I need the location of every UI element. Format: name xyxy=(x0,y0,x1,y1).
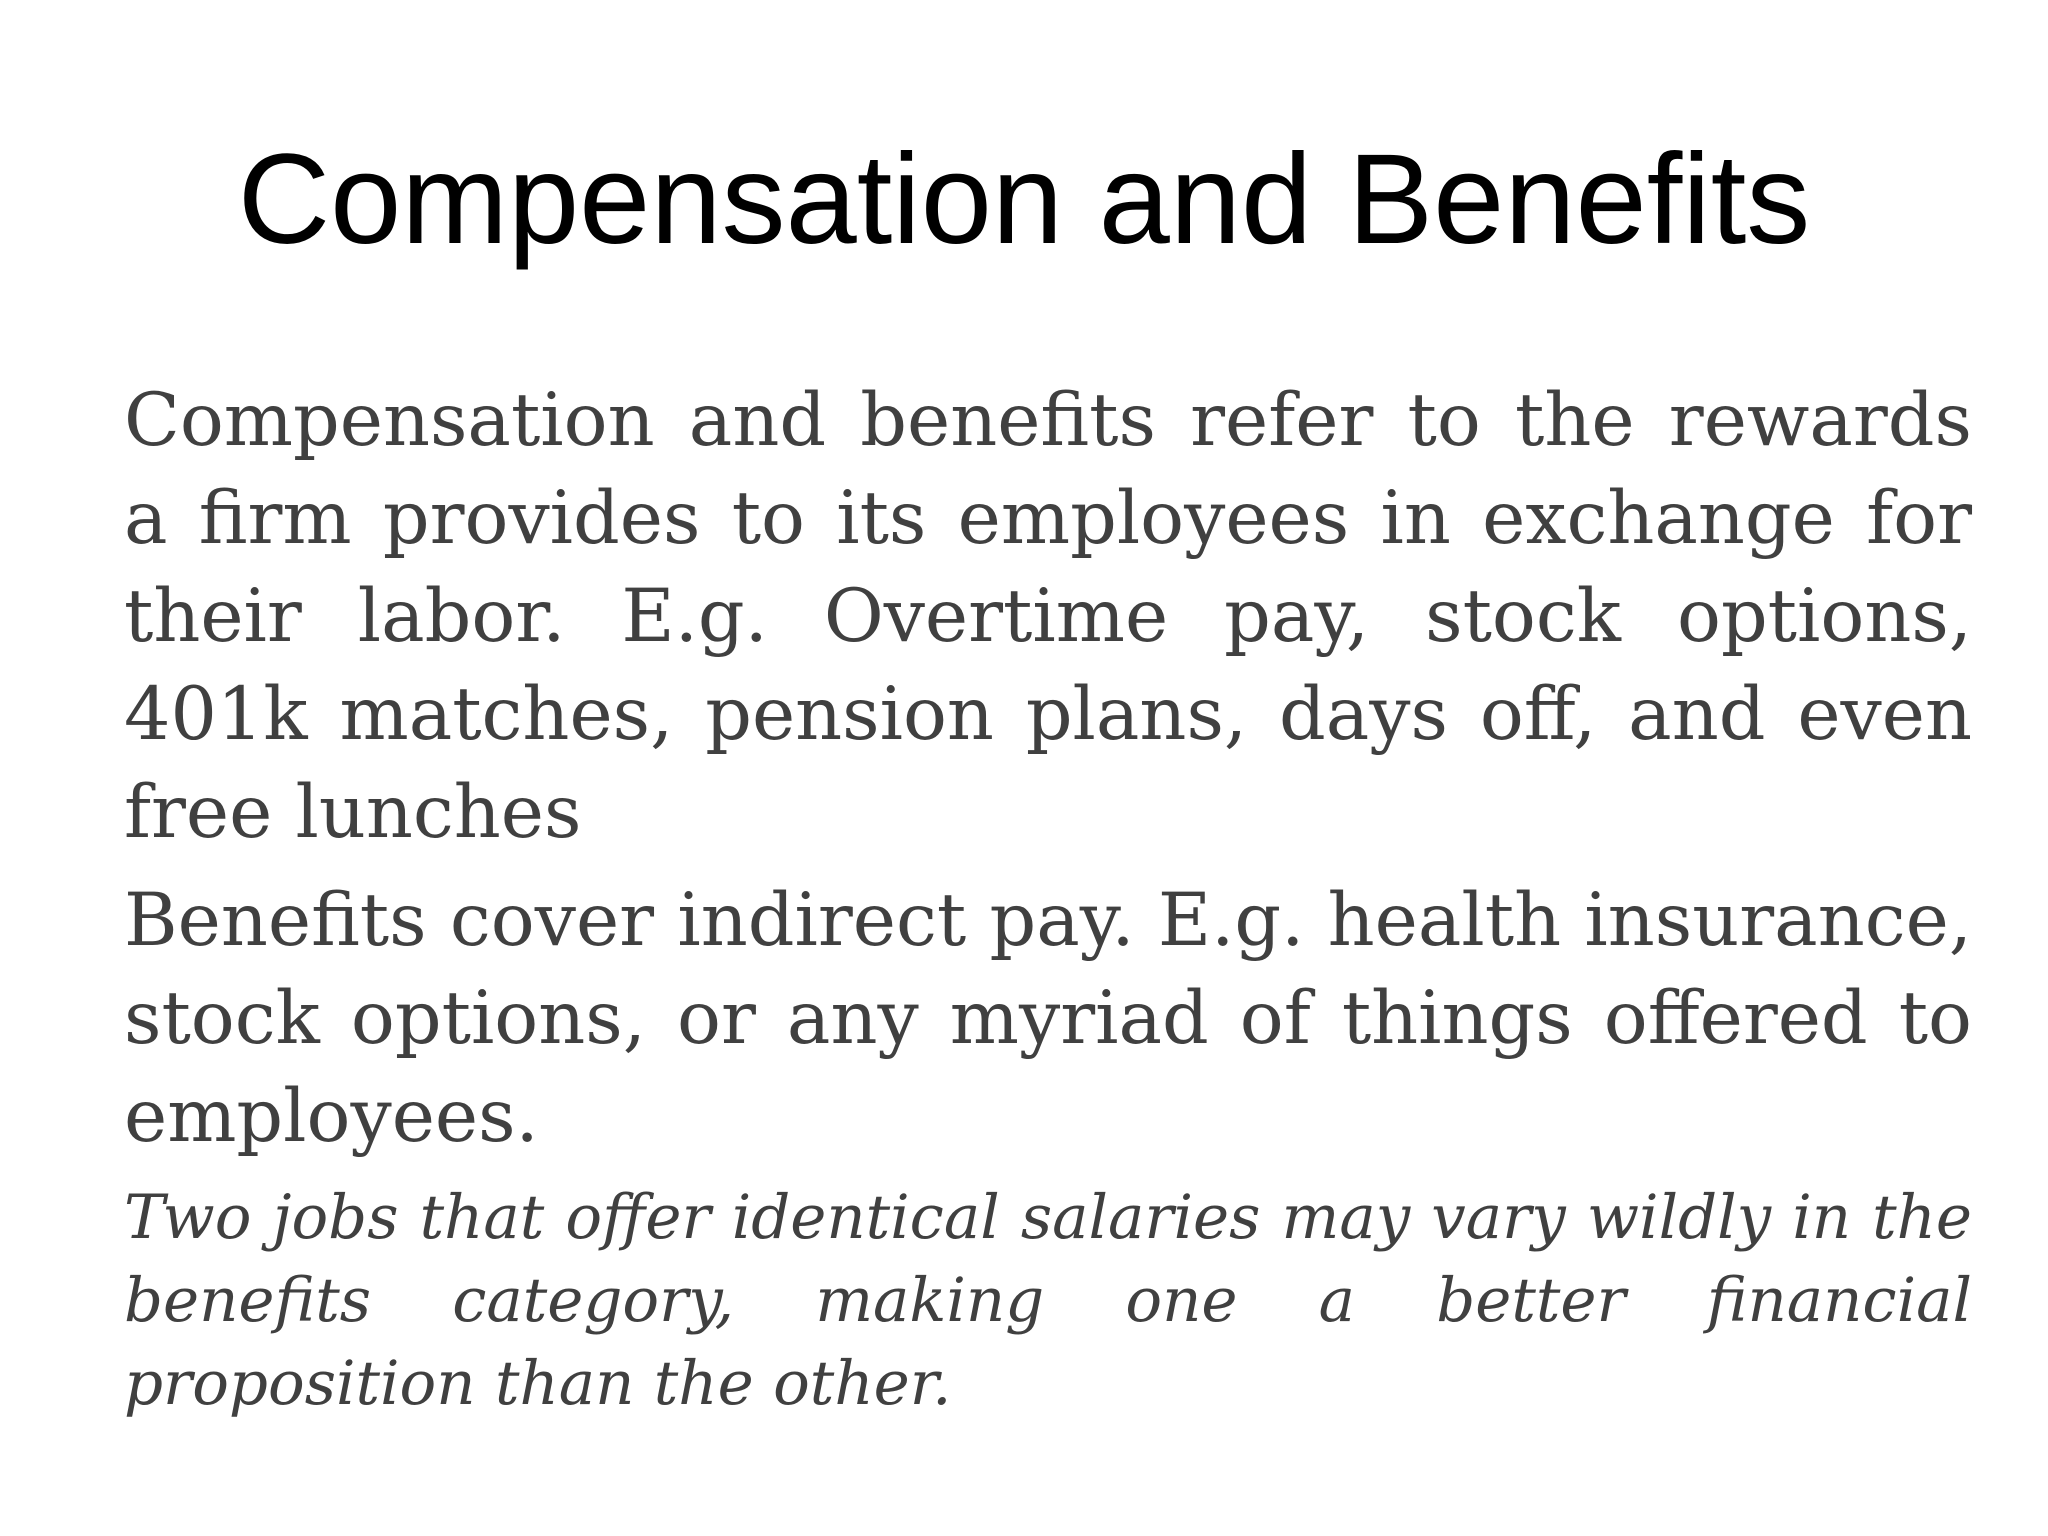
italic-note: Two jobs that offer identical salaries may vary wildly in the benefits category, making one a better financial proposition than the other. xyxy=(124,1182,1972,1419)
paragraph-benefits-definition: Benefits cover indirect pay. E.g. health insurance, stock options, or any myriad of things offered to employees. xyxy=(124,878,1972,1159)
slide-title: Compensation and Benefits xyxy=(237,128,1811,271)
slide-body xyxy=(124,372,1972,1486)
paragraph-compensation-definition: Compensation and benefits refer to the rewards a firm provides to its employees in exchange for their labor. E.g. Overtime pay, stock options, 401k matches, pension plans, days off, and even free lunches xyxy=(124,378,1972,855)
